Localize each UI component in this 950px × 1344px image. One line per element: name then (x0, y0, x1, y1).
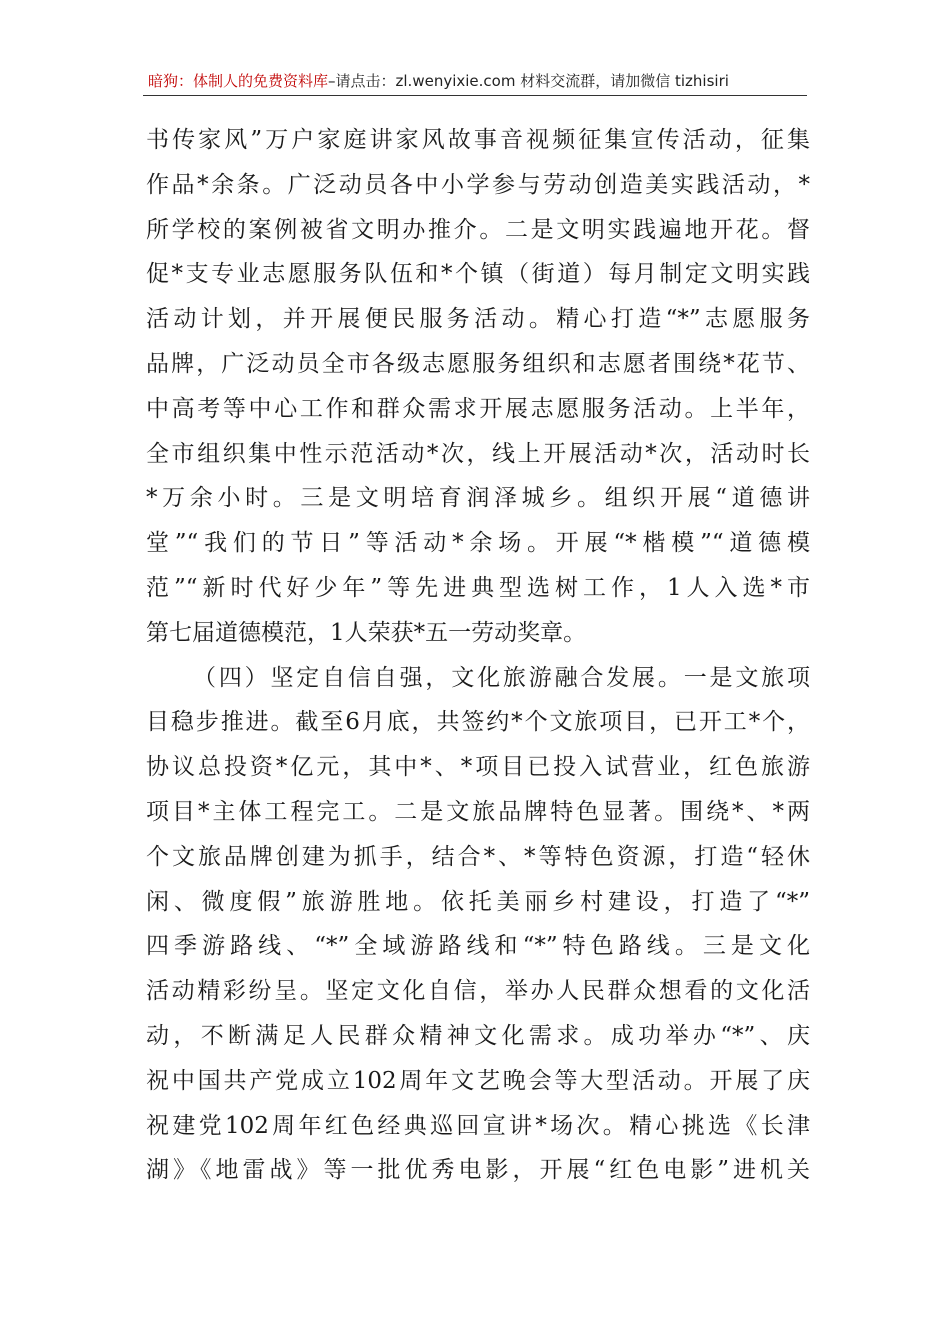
document-body (146, 118, 810, 1193)
header-link-text[interactable]: –请点击：zl.wenyixie.com 材料交流群，请加微信 tizhisiri (328, 72, 729, 90)
text-line: 湖》《地雷战》等一批优秀电影，开展“红色电影”进机关 (146, 1157, 810, 1184)
section-heading-line: （四）坚定自信自强，文化旅游融合发展。一是文旅项 (193, 664, 810, 691)
paragraph-last-line: 第七届道德模范，1人荣获*五一劳动奖章。 (146, 619, 587, 646)
text-line: 作品*余条。广泛动员各中小学参与劳动创造美实践活动，* (146, 171, 810, 198)
text-line: 协议总投资*亿元，其中*、*项目已投入试营业，红色旅游 (146, 754, 810, 781)
text-line: 活动精彩纷呈。坚定文化自信，举办人民群众想看的文化活 (146, 978, 810, 1005)
text-line: 闲、微度假”旅游胜地。依托美丽乡村建设，打造了“*” (146, 888, 810, 915)
text-line: 堂”“我们的节日”等活动*余场。开展“*楷模”“道德模 (146, 530, 810, 557)
text-line: 目稳步推进。截至6月底，共签约*个文旅项目，已开工*个， (146, 709, 810, 736)
text-line: 全市组织集中性示范活动*次，线上开展活动*次，活动时长 (146, 440, 810, 467)
text-line: 品牌，广泛动员全市各级志愿服务组织和志愿者围绕*花节、 (146, 350, 810, 377)
page-header (148, 70, 806, 92)
text-line: 活动计划，并开展便民服务活动。精心打造“*”志愿服务 (146, 306, 810, 333)
text-line: 四季游路线、“*”全域游路线和“*”特色路线。三是文化 (146, 933, 810, 960)
text-line: 所学校的案例被省文明办推介。二是文明实践遍地开花。督 (146, 216, 810, 243)
text-line: *万余小时。三是文明培育润泽城乡。组织开展“道德讲 (146, 485, 810, 512)
text-line: 促*支专业志愿服务队伍和*个镇（街道）每月制定文明实践 (146, 261, 810, 288)
text-line: 个文旅品牌创建为抓手，结合*、*等特色资源，打造“轻休 (146, 843, 810, 870)
text-line: 范”“新时代好少年”等先进典型选树工作，1人入选*市 (146, 574, 810, 601)
text-line: 中高考等中心工作和群众需求开展志愿服务活动。上半年， (146, 395, 810, 422)
text-line: 项目*主体工程完工。二是文旅品牌特色显著。围绕*、*两 (146, 798, 810, 825)
text-line: 动，不断满足人民群众精神文化需求。成功举办“*”、庆 (146, 1022, 810, 1049)
header-site-name: 暗狗：体制人的免费资料库 (148, 72, 329, 90)
text-line: 祝中国共产党成立102周年文艺晚会等大型活动。开展了庆 (146, 1067, 810, 1094)
text-line: 书传家风”万户家庭讲家风故事音视频征集宣传活动，征集 (146, 127, 810, 153)
text-line: 祝建党102周年红色经典巡回宣讲*场次。精心挑选《长津 (146, 1112, 810, 1139)
header-divider (143, 95, 807, 96)
